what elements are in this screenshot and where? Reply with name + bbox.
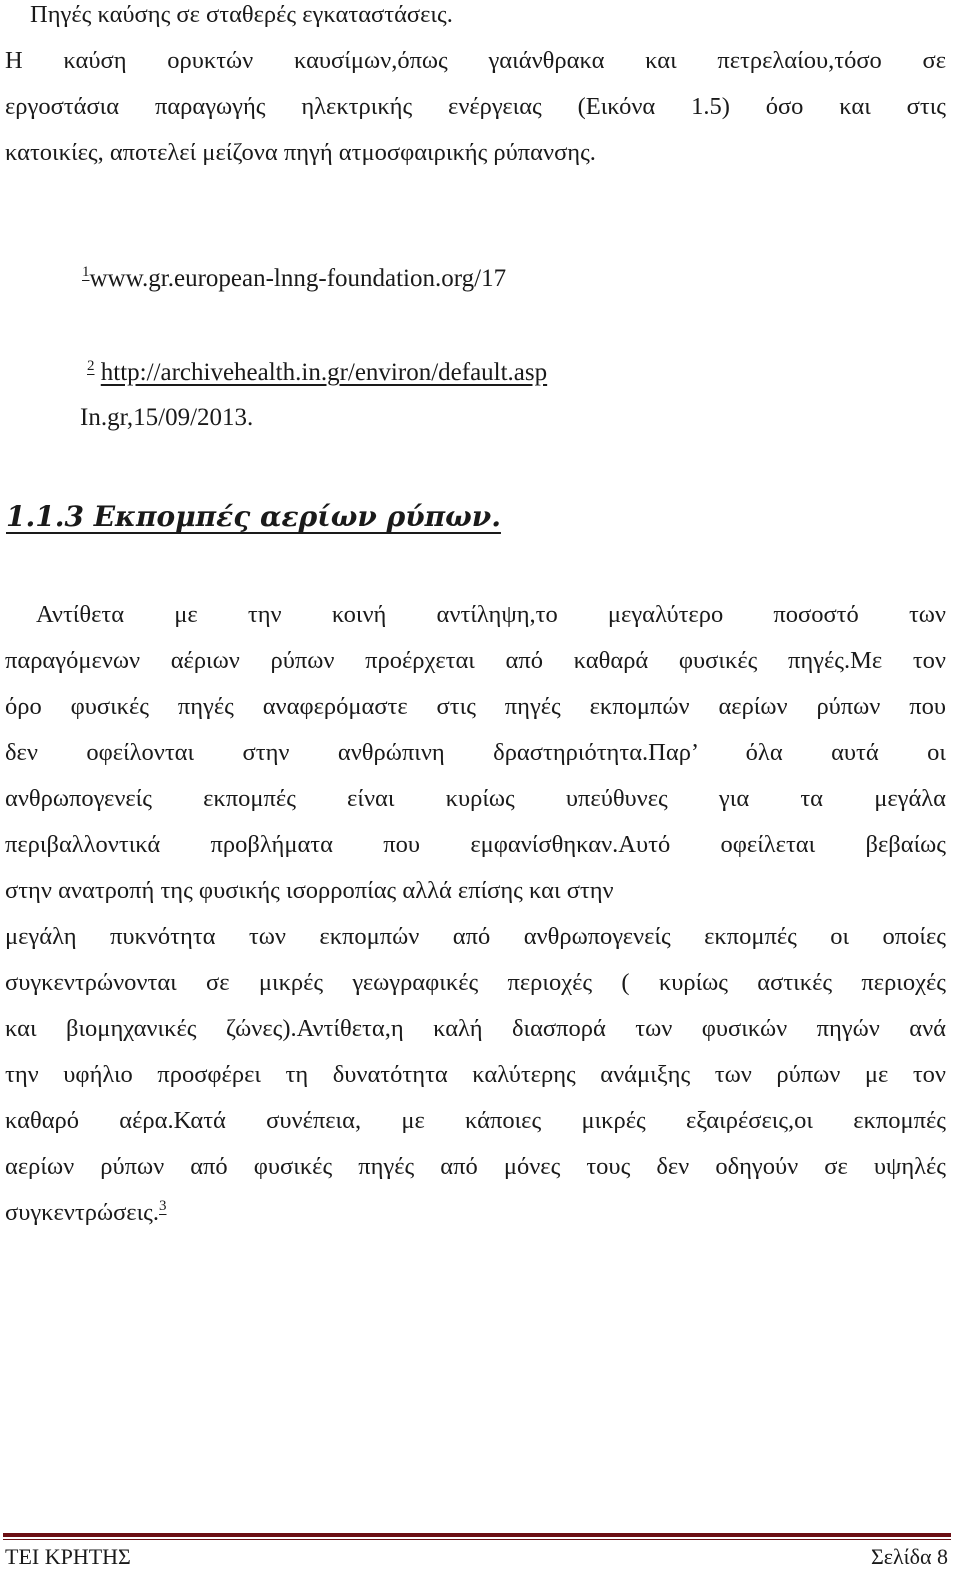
paragraph-line: όρο φυσικές πηγές αναφερόμαστε στις πηγές εκπομπών αερίων ρύπων που xyxy=(5,693,946,720)
subsection-title: Πηγές καύσης σε σταθερές εγκαταστάσεις. xyxy=(30,1,453,28)
footnote-link[interactable]: http://archivehealth.in.gr/environ/default.asp xyxy=(100,359,548,386)
paragraph-line: δεν οφείλονται στην ανθρώπινη δραστηριότητα.Παρ’ όλα αυτά οι xyxy=(5,739,946,766)
footnote-2 xyxy=(87,358,547,388)
paragraph-line: εργοστάσια παραγωγής ηλεκτρικής ενέργειας (Εικόνα 1.5) όσο και στις xyxy=(5,93,946,120)
paragraph-line: συγκεντρώνονται σε μικρές γεωγραφικές περιοχές ( κυρίως αστικές περιοχές xyxy=(5,969,946,996)
footer-institution: ΤΕΙ ΚΡΗΤΗΣ xyxy=(5,1544,131,1569)
paragraph-text: συγκεντρώσεις. xyxy=(5,1199,159,1226)
paragraph-line: ανθρωπογενείς εκπομπές είναι κυρίως υπεύθυνες για τα μεγάλα xyxy=(5,785,946,812)
paragraph-last-line xyxy=(5,1198,946,1228)
paragraph-line: παραγόμενων αέριων ρύπων προέρχεται από καθαρά φυσικές πηγές.Με τον xyxy=(5,647,946,674)
footer-rule-thin xyxy=(3,1539,951,1540)
paragraph-line: μεγάλη πυκνότητα των εκπομπών από ανθρωπογενείς εκπομπές οι οποίες xyxy=(5,923,946,950)
paragraph-line: στην ανατροπή της φυσικής ισορροπίας αλλά επίσης και στην xyxy=(5,877,614,904)
footnote-marker: 1 xyxy=(82,264,90,280)
footnote-marker: 2 xyxy=(87,358,95,374)
footnote-source: In.gr,15/09/2013. xyxy=(80,404,254,431)
footnote-1 xyxy=(82,264,506,294)
paragraph-line: κατοικίες, αποτελεί μείζονα πηγή ατμοσφαιρικής ρύπανσης. xyxy=(5,139,596,166)
paragraph-line: την υφήλιο προσφέρει τη δυνατότητα καλύτερης ανάμιξης των ρύπων με τον xyxy=(5,1061,946,1088)
footnote-marker: 3 xyxy=(159,1198,167,1214)
section-heading: 1.1.3 Εκπομπές αερίων ρύπων. xyxy=(6,500,501,533)
paragraph-line: αερίων ρύπων από φυσικές πηγές από μόνες τους δεν οδηγούν σε υψηλές xyxy=(5,1153,946,1180)
paragraph-line: καθαρό αέρα.Κατά συνέπεια, με κάποιες μικρές εξαιρέσεις,οι εκπομπές xyxy=(5,1107,946,1134)
footer-rule xyxy=(3,1533,951,1537)
paragraph-line: Αντίθετα με την κοινή αντίληψη,το μεγαλύτερο ποσοστό των xyxy=(36,601,946,628)
paragraph-line: Η καύση ορυκτών καυσίμων,όπως γαιάνθρακα και πετρελαίου,τόσο σε xyxy=(5,47,946,74)
paragraph-line: περιβαλλοντικά προβλήματα που εμφανίσθηκαν.Αυτό οφείλεται βεβαίως xyxy=(5,831,946,858)
paragraph-line: και βιομηχανικές ζώνες).Αντίθετα,η καλή διασπορά των φυσικών πηγών ανά xyxy=(5,1015,946,1042)
footer-page-number: Σελίδα 8 xyxy=(870,1544,948,1569)
footnote-text: www.gr.european-lnng-foundation.org/17 xyxy=(89,265,507,292)
